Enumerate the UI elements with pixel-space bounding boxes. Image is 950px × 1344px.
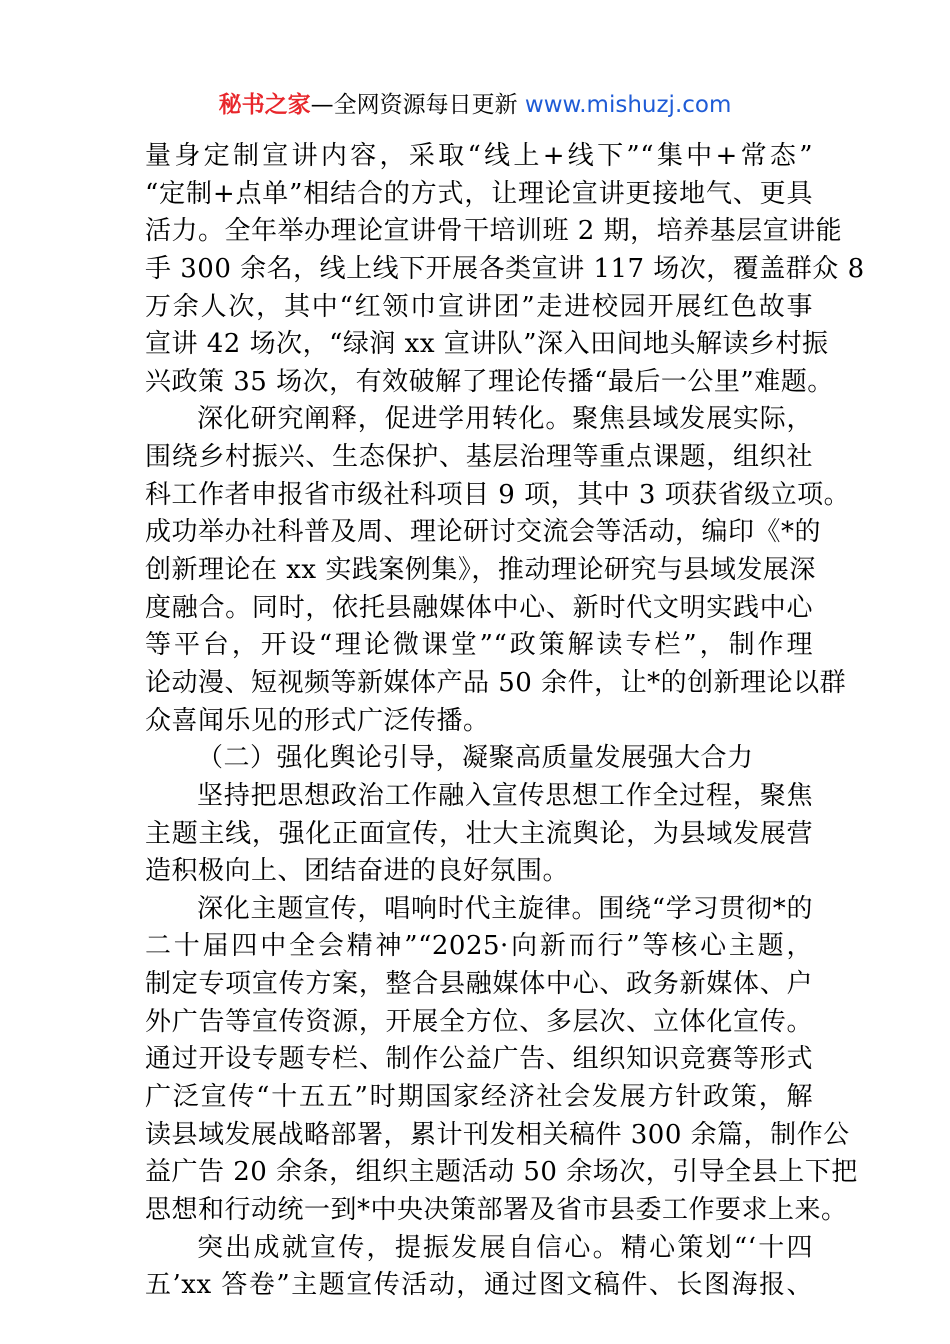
text-line: 五’xx 答卷”主题宣传活动，通过图文稿件、长图海报、	[145, 1270, 813, 1301]
text-line: 活力。全年举办理论宣讲骨干培训班 2 期，培养基层宣讲能	[145, 216, 843, 247]
text-line: 度融合。同时，依托县融媒体中心、新时代文明实践中心	[145, 592, 813, 623]
text-line: 造积极向上、团结奋进的良好氛围。	[145, 856, 570, 887]
text-line: 成功举办社科普及周、理论研讨交流会等活动，编印《*的	[145, 517, 822, 548]
text-line: 围绕乡村振兴、生态保护、基层治理等重点课题，组织社	[145, 442, 813, 473]
page-header	[0, 88, 950, 122]
site-url-link[interactable]: www.mishuzj.com	[524, 92, 732, 118]
text-line: 制定专项宣传方案，整合县融媒体中心、政务新媒体、户	[145, 969, 813, 1000]
text-line: 思想和行动统一到*中央决策部署及省市县委工作要求上来。	[145, 1194, 848, 1225]
text-line: 外广告等宣传资源，开展全方位、多层次、立体化宣传。	[145, 1006, 813, 1037]
text-line: 等平台，开设“理论微课堂”“政策解读专栏”，制作理	[145, 630, 813, 661]
text-line: 创新理论在 xx 实践案例集》，推动理论研究与县域发展深	[145, 555, 816, 586]
text-line: 兴政策 35 场次，有效破解了理论传播“最后一公里”难题。	[145, 366, 834, 397]
text-line: 宣讲 42 场次，“绿润 xx 宣讲队”深入田间地头解读乡村振	[145, 329, 829, 360]
text-line: 二十届四中全会精神”“2025·向新而行”等核心主题，	[145, 931, 813, 962]
section-heading: （二）强化舆论引导，凝聚高质量发展强大合力	[197, 743, 754, 774]
text-line: “定制+点单”相结合的方式，让理论宣讲更接地气、更具	[145, 178, 813, 209]
text-line: 手 300 余名，线上线下开展各类宣讲 117 场次，覆盖群众 8	[145, 253, 865, 284]
text-line: 广泛宣传“十五五”时期国家经济社会发展方针政策，解	[145, 1082, 813, 1113]
paragraph-lead-line: 深化主题宣传，唱响时代主旋律。围绕“学习贯彻*的	[197, 893, 813, 924]
text-line: 量身定制宣讲内容，采取“线上+线下”“集中+常态”	[145, 141, 813, 171]
brand-name: 秘书之家	[218, 92, 311, 118]
text-line: 众喜闻乐见的形式广泛传播。	[145, 705, 490, 736]
text-line: 主题主线，强化正面宣传，壮大主流舆论，为县域发展营	[145, 818, 813, 849]
text-line: 论动漫、短视频等新媒体产品 50 余件，让*的创新理论以群	[145, 667, 847, 698]
text-line: 读县域发展战略部署，累计刊发相关稿件 300 余篇，制作公	[145, 1119, 850, 1150]
header-tagline: —全网资源每日更新	[310, 92, 518, 118]
paragraph-lead-line: 坚持把思想政治工作融入宣传思想工作全过程，聚焦	[197, 780, 813, 811]
paragraph-lead-line: 突出成就宣传，提振发展自信心。精心策划“‘十四	[197, 1232, 813, 1263]
paragraph-lead-line: 深化研究阐释，促进学用转化。聚焦县域发展实际，	[197, 404, 813, 435]
text-line: 益广告 20 余条，组织主题活动 50 余场次，引导全县上下把	[145, 1157, 858, 1188]
document-body	[145, 138, 865, 1305]
text-line: 万余人次，其中“红领巾宣讲团”走进校园开展红色故事	[145, 291, 813, 322]
text-line: 通过开设专题专栏、制作公益广告、组织知识竞赛等形式	[145, 1044, 813, 1075]
text-line: 科工作者申报省市级社科项目 9 项，其中 3 项获省级立项。	[145, 479, 851, 510]
